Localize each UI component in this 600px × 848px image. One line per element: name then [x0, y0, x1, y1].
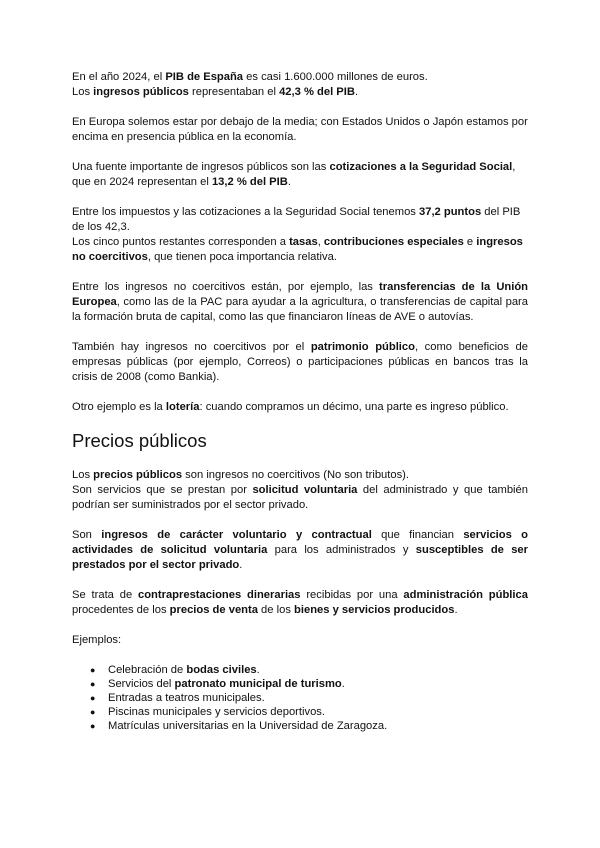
text-run: En el año 2024, el — [72, 71, 166, 83]
paragraph-monetary-consideration — [72, 588, 528, 618]
text-run: Otro ejemplo es la — [72, 401, 166, 413]
bullet-icon: ● — [90, 665, 96, 675]
text-run: Se trata de — [72, 589, 138, 601]
text-run: es casi 1.600.000 millones de euros. — [243, 71, 428, 83]
text-run: , como las de la PAC para ayudar a la agricultura, o transferencias de capital para la formación bruta de capital, como las que financiaron líneas de AVE o autovías. — [72, 296, 528, 323]
paragraph-lottery — [72, 400, 528, 415]
text-run: de los — [257, 604, 295, 616]
section-heading: Precios públicos — [72, 430, 207, 451]
bullet-icon: ● — [90, 707, 96, 717]
bold-text: servicios o actividades de solicitud voluntaria — [72, 529, 529, 556]
bold-text: precios públicos — [93, 469, 183, 481]
bold-text: ingresos de carácter voluntario y contractual — [101, 529, 372, 541]
text-run: que financian — [371, 529, 464, 541]
paragraph-points — [72, 205, 528, 265]
bold-text: lotería — [165, 401, 200, 413]
bold-text: administración pública — [403, 589, 528, 601]
text-run: Los cinco puntos restantes corresponden a — [72, 236, 290, 248]
bold-text: bodas civiles — [186, 664, 257, 676]
text-run: representaban el — [188, 86, 280, 98]
text-line — [72, 205, 528, 235]
text-run: Entradas a teatros municipales. — [108, 692, 265, 704]
text-run: Los — [72, 86, 94, 98]
text-run: son ingresos no coercitivos (No son tributos). — [182, 469, 410, 481]
text-run: recibidas por una — [300, 589, 404, 601]
text-run: Piscinas municipales y servicios deportivos. — [108, 706, 325, 718]
text-line — [72, 483, 528, 513]
text-run: . — [239, 559, 243, 571]
paragraph-public-assets — [72, 340, 528, 385]
paragraph-europe — [72, 115, 528, 145]
text-run: e — [463, 236, 477, 248]
bold-text: ingresos no coercitivos — [72, 236, 523, 263]
text-run: , que tienen poca importancia relativa. — [147, 251, 337, 263]
bold-text: PIB de España — [165, 71, 244, 83]
paragraph-public-prices — [72, 468, 528, 513]
text-run: , que en 2024 representan el — [72, 161, 516, 188]
bold-text: cotizaciones a la Seguridad Social — [329, 161, 513, 173]
bold-text: susceptibles de ser prestados por el sector privado — [72, 544, 528, 571]
text-run: del PIB de los 42,3. — [72, 206, 521, 233]
examples-label: Ejemplos: — [72, 634, 122, 646]
examples-list — [72, 663, 528, 733]
text-run: Entre los impuestos y las cotizaciones a la Seguridad Social tenemos — [72, 206, 419, 218]
text-run: También hay ingresos no coercitivos por el — [72, 341, 311, 353]
document-page — [72, 70, 528, 733]
bold-text: transferencias de la Unión Europea — [72, 281, 529, 308]
text-run: Servicios del — [108, 678, 175, 690]
text-line — [72, 70, 528, 85]
list-item — [90, 691, 528, 705]
text-run: del administrado y que también podrían ser suministrados por el sector privado. — [72, 484, 528, 511]
paragraph-voluntary-income — [72, 528, 528, 573]
bold-text: patrimonio público — [310, 341, 415, 353]
text-line — [72, 85, 528, 100]
text-run: . — [354, 86, 359, 98]
paragraph-gdp — [72, 70, 528, 100]
bold-text: solicitud voluntaria — [252, 484, 358, 496]
text-run: En Europa solemos estar por debajo de la media; con Estados Unidos o Japón estamos por encima en presencia pública en la economía. — [72, 116, 528, 143]
bold-text: bienes y servicios producidos — [294, 604, 455, 616]
paragraph-social-security — [72, 160, 528, 190]
text-run: , — [317, 236, 324, 248]
text-run: Son — [72, 529, 102, 541]
text-line — [72, 468, 528, 483]
bold-text: 37,2 puntos — [419, 206, 482, 218]
bold-text: ingresos públicos — [93, 86, 189, 98]
bullet-icon: ● — [90, 721, 96, 731]
text-run: . — [341, 678, 345, 690]
list-item — [90, 705, 528, 719]
bold-text: 42,3 % del PIB — [279, 86, 355, 98]
bold-text: patronato municipal de turismo — [174, 678, 342, 690]
list-item — [90, 663, 528, 677]
bold-text: contraprestaciones dinerarias — [137, 589, 301, 601]
text-run: Celebración de — [108, 664, 187, 676]
text-run: , como beneficios de empresas públicas (por ejemplo, Correos) o participaciones públicas en bancos tras la crisis de 2008 (como Bankia). — [72, 341, 528, 383]
text-run: Una fuente importante de ingresos públicos son las — [72, 161, 330, 173]
text-run: Son servicios que se prestan por — [72, 484, 253, 496]
text-run: . — [287, 176, 291, 188]
text-line — [72, 235, 528, 265]
bold-text: 13,2 % del PIB — [211, 176, 288, 188]
list-item — [90, 719, 528, 733]
bold-text: tasas — [289, 236, 318, 248]
bold-text: precios de venta — [169, 604, 258, 616]
text-run: : cuando compramos un décimo, una parte es ingreso público. — [199, 401, 509, 413]
text-run: Matrículas universitarias en la Universidad de Zaragoza. — [108, 720, 388, 732]
text-run: Los — [72, 469, 94, 481]
bullet-icon: ● — [90, 679, 96, 689]
bullet-icon: ● — [90, 693, 96, 703]
paragraph-eu-transfers — [72, 280, 528, 325]
bold-text: contribuciones especiales — [323, 236, 464, 248]
text-run: procedentes de los — [72, 604, 170, 616]
text-run: para los administrados y — [267, 544, 416, 556]
text-run: Entre los ingresos no coercitivos están, por ejemplo, las — [72, 281, 380, 293]
list-item — [90, 677, 528, 691]
text-run: . — [454, 604, 458, 616]
text-run: . — [256, 664, 260, 676]
